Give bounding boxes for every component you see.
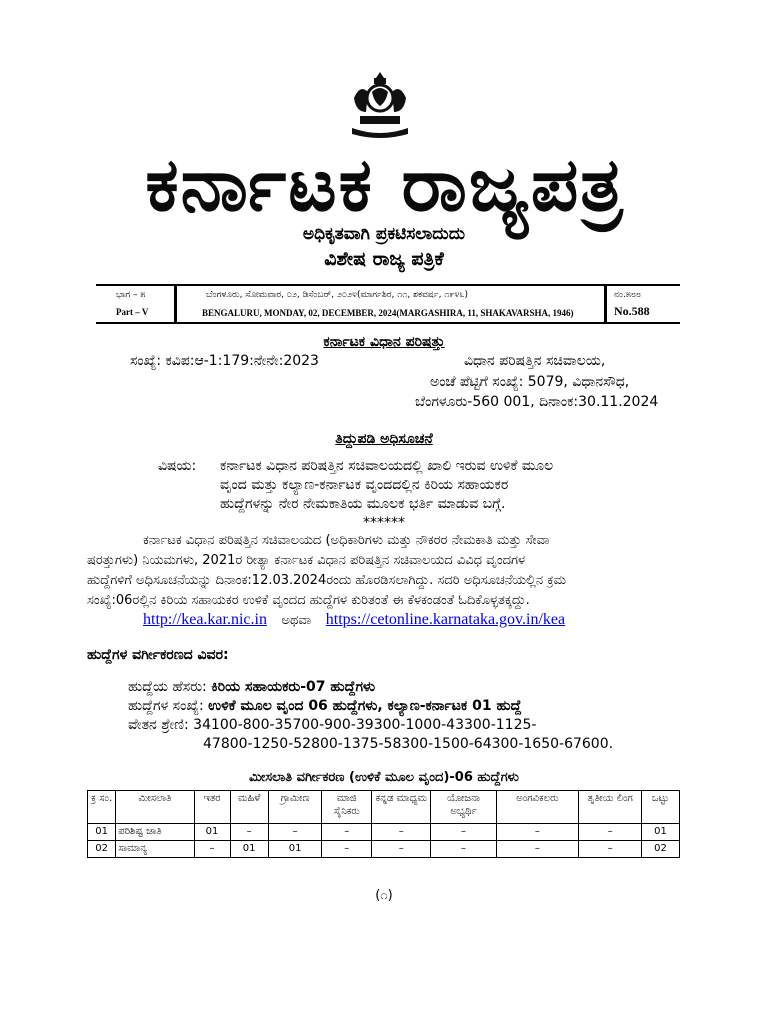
karnataka-emblem-icon xyxy=(344,68,416,140)
posts-classification-heading: ಹುದ್ದೆಗಳ ವರ್ಗೀಕರಣದ ವಿವರ: xyxy=(87,647,229,663)
table-cell: – xyxy=(230,824,268,841)
table-row xyxy=(88,841,680,858)
post-name-label: ಹುದ್ದೆಯ ಹೆಸರು: xyxy=(128,679,207,695)
issue-number-kannada: ನಂ.೫೮೮ xyxy=(614,290,641,300)
col-header-project-displaced: ಯೋಜನಾ ಅಭ್ಯರ್ಥಿ xyxy=(431,791,496,824)
links-row xyxy=(143,610,565,631)
table-cell: – xyxy=(322,824,372,841)
col-header-serial: ಕ್ರ ಸಂ. xyxy=(88,791,116,824)
paragraph-line-3: ಹುದ್ದೆಗಳಿಗೆ ಅಧಿಸೂಚನೆಯನ್ನು ದಿನಾಂಕ:12.03.2024ರಂದು ಹೊರಡಿಸಲಾಗಿದ್ದು. ಸದರಿ ಅಧಿಸೂಚನೆಯಲ್ಲಿನ ಕ್ರಮ xyxy=(87,573,566,588)
table-cell: 02 xyxy=(88,841,116,858)
pay-scale-line-2: 47800-1250-52800-1375-58300-1500-64300-1650-67600. xyxy=(203,736,614,752)
part-label-kannada: ಭಾಗ – ೫ xyxy=(116,290,146,300)
address-line-1: ವಿಧಾನ ಪರಿಷತ್ತಿನ ಸಚಿವಾಲಯ, xyxy=(464,353,606,369)
reservation-table xyxy=(87,790,680,858)
gazette-subtitle-official: ಅಧಿಕೃತವಾಗಿ ಪ್ರಕಟಿಸಲಾದುದು xyxy=(302,224,466,244)
table-cell: 01 xyxy=(642,824,680,841)
table-cell: – xyxy=(496,824,579,841)
issue-date-kannada: ಬೆಂಗಳೂರು, ಸೋಮವಾರ, ೦೨, ಡಿಸೆಂಬರ್, ೨೦೨೪(ಮಾರ್ಗಶಿರ, ೧೧, ಶಕವರ್ಷ, ೧೯೪೬) xyxy=(206,290,468,300)
table-cell: – xyxy=(496,841,579,858)
table-cell: 01 xyxy=(230,841,268,858)
table-cell: – xyxy=(322,841,372,858)
links-or-text: ಅಥವಾ xyxy=(281,613,312,628)
table-cell: 02 xyxy=(642,841,680,858)
col-header-rural: ಗ್ರಾಮೀಣ xyxy=(268,791,322,824)
col-header-disabled: ಅಂಗವಿಕಲರು xyxy=(496,791,579,824)
gazette-title: ಕರ್ನಾಟಕ ರಾಜ್ಯಪತ್ರ xyxy=(145,142,625,228)
paragraph-line-2: ಷರತ್ತುಗಳು) ನಿಯಮಗಳು, 2021ರ ರೀತ್ಯಾ ಕರ್ನಾಟಕ ವಿಧಾನ ಪರಿಷತ್ತಿನ ಸಚಿವಾಲಯದ ವಿವಿಧ ವೃಂದಗಳ xyxy=(87,553,526,568)
table-cell: – xyxy=(431,841,496,858)
col-header-third-gender: ತೃತೀಯ ಲಿಂಗ xyxy=(579,791,642,824)
table-cell: 01 xyxy=(194,824,230,841)
address-line-3: ಬೆಂಗಳೂರು-560 001, ದಿನಾಂಕ:30.11.2024 xyxy=(415,394,659,410)
table-cell: – xyxy=(268,824,322,841)
reservation-table-title: ಮೀಸಲಾತಿ ವರ್ಗೀಕರಣ (ಉಳಿಕೆ ಮೂಲ ವೃಂದ)-06 ಹುದ್ದೆಗಳು xyxy=(249,770,519,785)
post-name-value: ಕಿರಿಯ ಸಹಾಯಕರು-07 ಹುದ್ದೆಗಳು xyxy=(211,679,376,695)
issue-date-english: BENGALURU, MONDAY, 02, DECEMBER, 2024(MARGASHIRA, 11, SHAKAVARSHA, 1946) xyxy=(202,308,574,318)
post-name-row xyxy=(128,677,375,697)
table-header-row xyxy=(88,791,680,824)
subject-line-1: ಕರ್ನಾಟಕ ವಿಧಾನ ಪರಿಷತ್ತಿನ ಸಚಿವಾಲಯದಲ್ಲಿ ಖಾಲಿ ಇರುವ ಉಳಿಕೆ ಮೂಲ xyxy=(220,458,554,474)
issue-number-english: No.588 xyxy=(614,304,650,318)
table-cell: – xyxy=(431,824,496,841)
table-cell: ಸಾಮಾನ್ಯ xyxy=(116,841,194,858)
notification-heading: ತಿದ್ದುಪಡಿ ಅಧಿಸೂಚನೆ xyxy=(335,431,433,447)
table-cell: 01 xyxy=(88,824,116,841)
col-header-women: ಮಹಿಳೆ xyxy=(230,791,268,824)
issue-info-box xyxy=(96,284,680,324)
table-cell: – xyxy=(372,841,431,858)
pay-scale-row xyxy=(128,715,536,735)
subject-line-3: ಹುದ್ದೆಗಳನ್ನು ನೇರ ನೇಮಕಾತಿಯ ಮೂಲಕ ಭರ್ತಿ ಮಾಡುವ ಬಗ್ಗೆ. xyxy=(220,496,506,512)
separator: ****** xyxy=(363,515,405,531)
kea-link[interactable]: http://kea.kar.nic.in xyxy=(143,611,267,628)
gazette-subtitle-extraordinary: ವಿಶೇಷ ರಾಜ್ಯ ಪತ್ರಿಕೆ xyxy=(324,248,444,270)
pay-scale-line-1: 34100-800-35700-900-39300-1000-43300-1125- xyxy=(193,717,537,733)
col-header-other: ಇತರ xyxy=(194,791,230,824)
table-row xyxy=(88,824,680,841)
col-header-ex-servicemen: ಮಾಜಿ ಸೈನಿಕರು xyxy=(322,791,372,824)
table-cell: – xyxy=(579,824,642,841)
pay-scale-label: ವೇತನ ಶ್ರೇಣಿ: xyxy=(128,717,189,733)
col-header-reservation: ಮೀಸಲಾತಿ xyxy=(116,791,194,824)
table-cell: 01 xyxy=(268,841,322,858)
table-cell: – xyxy=(579,841,642,858)
reference-number: ಸಂಖ್ಯೆ: ಕವಿಪ:ಆ-1:179:ನೇನೇ:2023 xyxy=(130,353,319,369)
paragraph-line-4: ಸಂಖ್ಯೆ:06ರಲ್ಲಿನ ಕಿರಿಯ ಸಹಾಯಕರ ಉಳಿಕೆ ವೃಂದದ ಹುದ್ದೆಗಳ ಕುರಿತಂತೆ ಈ ಕೆಳಕಂಡಂತೆ ಓದಿಕೊಳ್ಳತಕ್ಕದ್ದು. xyxy=(87,593,530,608)
post-count-label: ಹುದ್ದೆಗಳ ಸಂಖ್ಯೆ: xyxy=(128,698,204,714)
office-heading: ಕರ್ನಾಟಕ ವಿಧಾನ ಪರಿಷತ್ತು xyxy=(323,334,445,350)
col-header-kannada-medium: ಕನ್ನಡ ಮಾಧ್ಯಮ xyxy=(372,791,431,824)
paragraph-line-1: ಕರ್ನಾಟಕ ವಿಧಾನ ಪರಿಷತ್ತಿನ ಸಚಿವಾಲಯದ (ಅಧಿಕಾರಿಗಳು ಮತ್ತು ನೌಕರರ ನೇಮಕಾತಿ ಮತ್ತು ಸೇವಾ xyxy=(143,533,550,548)
page-number: (೧) xyxy=(375,888,393,903)
cetonline-link[interactable]: https://cetonline.karnataka.gov.in/kea xyxy=(325,611,566,628)
table-cell: – xyxy=(194,841,230,858)
post-count-row xyxy=(128,696,522,716)
subject-label: ವಿಷಯ: xyxy=(158,458,197,474)
table-cell: – xyxy=(372,824,431,841)
address-line-2: ಅಂಚೆ ಪೆಟ್ಟಿಗೆ ಸಂಖ್ಯೆ: 5079, ವಿಧಾನಸೌಧ, xyxy=(430,374,630,390)
subject-line-2: ವೃಂದ ಮತ್ತು ಕಲ್ಯಾಣ-ಕರ್ನಾಟಕ ವೃಂದದಲ್ಲಿನ ಕಿರಿಯ ಸಹಾಯಕರ xyxy=(220,477,509,493)
part-label-english: Part – V xyxy=(116,307,149,317)
table-cell: ಪರಿಶಿಷ್ಟ ಜಾತಿ xyxy=(116,824,194,841)
col-header-total: ಒಟ್ಟು xyxy=(642,791,680,824)
post-count-value: ಉಳಿಕೆ ಮೂಲ ವೃಂದ 06 ಹುದ್ದೆಗಳು, ಕಲ್ಯಾಣ-ಕರ್ನಾಟಕ 01 ಹುದ್ದೆ xyxy=(208,698,522,714)
